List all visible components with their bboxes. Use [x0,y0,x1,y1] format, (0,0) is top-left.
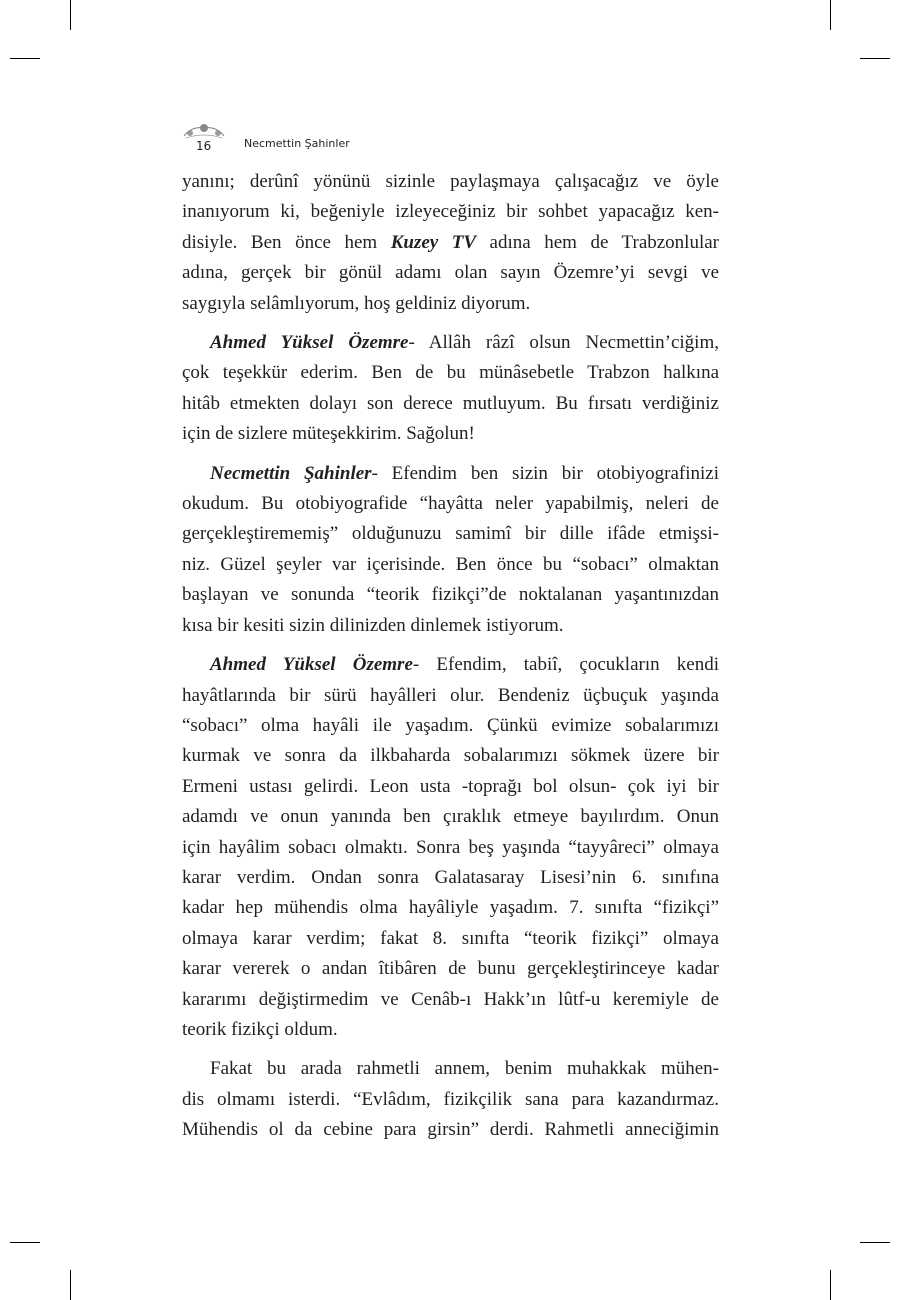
page-number: 16 [196,139,212,153]
text-line: gerçekleştirememiş” olduğunuzu samimî bir dille ifâde etmişsi- [182,523,719,545]
text-line: saygıyla selâmlıyorum, hoş geldiniz diyorum. [182,292,531,314]
text-line: “sobacı” olma hayâli ile yaşadım. Çünkü evimize sobalarımızı [182,714,719,736]
crop-mark [70,1270,71,1300]
paragraph [182,328,719,450]
text-line: çok teşekkür ederim. Ben de bu münâsebetle Trabzon halkına [182,362,719,384]
text-line [182,228,719,258]
text-line: teorik fizikçi oldum. [182,1018,338,1040]
text-line: için de sizlere müteşekkirim. Sağolun! [182,423,475,445]
speaker-name: Ahmed Yüksel Özemre [210,654,413,676]
text-line: yanını; derûnî yönünü sizinle paylaşmaya çalışacağız ve öyle [182,171,719,192]
text-line: Mühendis ol da cebine para girsin” derdi. Rahmetli anneciğimin [182,1119,719,1141]
text-line: kurmak ve sonra da ilkbaharda sobalarımızı sökmek üzere bir [182,745,719,767]
text-line: kadar hep mühendis olma hayâliyle yaşadım. 7. sınıfta “fizikçi” [182,897,719,919]
channel-name: Kuzey TV [390,231,477,253]
text-line: Ermeni ustası gelirdi. Leon usta -toprağı bol olsun- çok iyi bir [182,775,719,797]
crop-mark [10,58,40,59]
text-line: hayâtlarında bir sürü hayâlleri olur. Bendeniz üçbuçuk yaşında [182,684,719,706]
page-header [182,122,722,162]
text-line: olmaya karar verdim; fakat 8. sınıfta “teorik fizikçi” olmaya [182,927,719,949]
text-line [182,650,719,680]
text-line: için hayâlim sobacı olmaktı. Sonra beş yaşında “tayyâreci” olmaya [182,836,719,858]
speaker-name: Ahmed Yüksel Özemre [210,332,409,354]
text-line: kısa bir kesiti sizin dilinizden dinlemek istiyorum. [182,614,564,636]
crop-mark [70,0,71,30]
text-fragment: - Efendim ben sizin bir otobiyografinizi [371,462,719,484]
paragraph [182,1054,719,1145]
text-line: Fakat bu arada rahmetli annem, benim muhakkak mühen- [210,1058,719,1080]
text-fragment: adına hem de Trabzonlular [476,231,720,253]
crop-mark [830,0,831,30]
text-line: karar verdim. Ondan sonra Galatasaray Lisesi’nin 6. sınıfına [182,866,719,888]
text-fragment: disiyle. Ben önce hem [182,231,391,253]
crop-mark [10,1242,40,1243]
text-line: dis olmamı isterdi. “Evlâdım, fizikçilik sana para kazandırmaz. [182,1088,719,1110]
text-line [182,328,719,358]
text-line: niz. Güzel şeyler var içerisinde. Ben önce bu “sobacı” olmaktan [182,553,719,575]
text-fragment: - Allâh râzî olsun Necmettin’ciğim, [408,332,719,354]
crop-mark [830,1270,831,1300]
text-line [182,459,719,489]
text-line: inanıyorum ki, beğeniyle izleyeceğiniz bir sohbet yapacağız ken- [182,201,719,223]
text-line: adına, gerçek bir gönül adamı olan sayın Özemre’yi sevgi ve [182,262,719,284]
paragraph [182,459,719,641]
text-line: karar vererek o andan îtibâren de bunu gerçekleştirinceye kadar [182,958,719,980]
speaker-name: Necmettin Şahinler [210,462,372,484]
text-fragment: - Efendim, tabiî, çocukların kendi [412,654,719,676]
crop-mark [860,58,890,59]
paragraph [182,167,719,319]
text-line: başlayan ve sonunda “teorik fizikçi”de noktalanan yaşantınızdan [182,584,719,606]
text-line: adamdı ve onun yanında ben çıraklık etmeye bayılırdım. Onun [182,806,719,828]
text-line: okudum. Bu otobiyografide “hayâtta neler yapabilmiş, neleri de [182,493,719,515]
paragraph [182,650,719,1045]
crop-mark [860,1242,890,1243]
text-line: hitâb etmekten dolayı son derece mutluyum. Bu fırsatı verdiğiniz [182,392,719,414]
running-title: Necmettin Şahinler [244,137,350,150]
text-line: kararımı değiştirmedim ve Cenâb-ı Hakk’ın lûtf-u keremiyle de [182,988,719,1010]
body-text [182,167,719,1146]
